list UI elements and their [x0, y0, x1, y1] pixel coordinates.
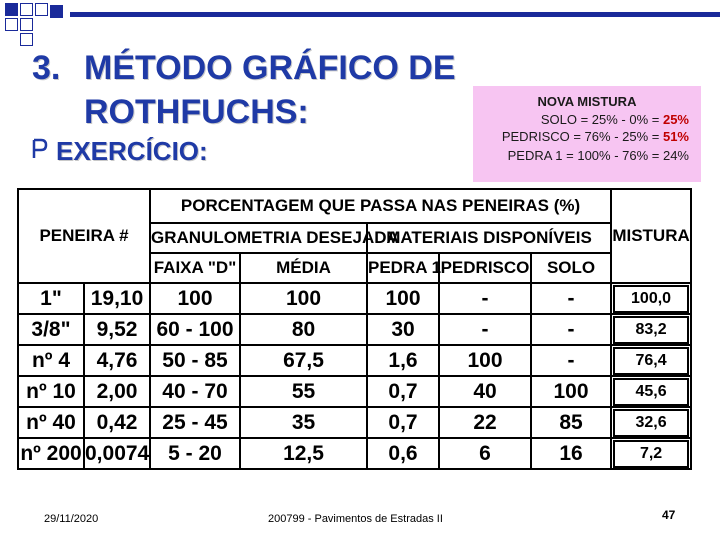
sieve-table: [17, 188, 692, 470]
cell-pedrisco: 22: [439, 407, 531, 438]
header-percentage: PORCENTAGEM QUE PASSA NAS PENEIRAS (%): [150, 189, 611, 223]
cell-mistura: [611, 314, 691, 345]
mistura-value: 32,6: [613, 409, 689, 437]
page-number: 47: [662, 508, 676, 522]
box-row-solo: SOLO = 25% - 0% = 25%: [540, 112, 689, 127]
cell-peneira: 3/8": [18, 314, 84, 345]
table-row: [18, 345, 691, 376]
table-row: [18, 376, 691, 407]
cell-pedra: 1,6: [367, 345, 439, 376]
cell-solo: -: [531, 314, 611, 345]
cell-mistura: [611, 376, 691, 407]
subtitle-text: EXERCÍCIO:: [56, 136, 208, 166]
cell-peneira: nº 40: [18, 407, 84, 438]
cell-media: 12,5: [240, 438, 367, 469]
cell-pedrisco: -: [439, 314, 531, 345]
cell-faixa: 5 - 20: [150, 438, 240, 469]
cell-solo: 100: [531, 376, 611, 407]
cell-mistura: [611, 438, 691, 469]
cell-peneira: nº 10: [18, 376, 84, 407]
slide-title: [32, 46, 492, 134]
subheader-faixa: FAIXA "D": [150, 253, 240, 283]
cell-solo: 16: [531, 438, 611, 469]
title-line-1: MÉTODO GRÁFICO DE: [84, 49, 456, 87]
cell-pedrisco: 6: [439, 438, 531, 469]
box-header: NOVA MISTURA: [537, 94, 637, 109]
cell-mm: 0,0074: [84, 438, 150, 469]
cell-mistura: [611, 283, 691, 314]
table-row: [18, 283, 691, 314]
cell-faixa: 100: [150, 283, 240, 314]
cell-pedra: 0,6: [367, 438, 439, 469]
subheader-media: MÉDIA: [240, 253, 367, 283]
cell-solo: -: [531, 283, 611, 314]
header-granulometria: GRANULOMETRIA DESEJADA: [150, 223, 367, 253]
cell-media: 80: [240, 314, 367, 345]
footer-course: 200799 - Pavimentos de Estradas II: [268, 513, 443, 525]
cell-media: 67,5: [240, 345, 367, 376]
cell-faixa: 50 - 85: [150, 345, 240, 376]
header-peneira: PENEIRA #: [18, 189, 150, 283]
table-row: [18, 438, 691, 469]
cell-mm: 19,10: [84, 283, 150, 314]
cell-media: 100: [240, 283, 367, 314]
cell-pedrisco: 100: [439, 345, 531, 376]
cell-faixa: 40 - 70: [150, 376, 240, 407]
cell-mm: 0,42: [84, 407, 150, 438]
footer-date: 29/11/2020: [44, 513, 99, 525]
cell-solo: 85: [531, 407, 611, 438]
title-number: 3.: [32, 49, 61, 87]
header-materiais: MATERIAIS DISPONÍVEIS: [367, 223, 611, 253]
new-mixture-box: [473, 86, 701, 182]
cell-peneira: nº 200: [18, 438, 84, 469]
cell-media: 55: [240, 376, 367, 407]
cell-pedra: 100: [367, 283, 439, 314]
cell-mistura: [611, 345, 691, 376]
top-rule: [70, 12, 720, 17]
cell-peneira: nº 4: [18, 345, 84, 376]
mistura-value: 83,2: [613, 316, 689, 344]
mistura-value: 7,2: [613, 440, 689, 468]
cell-media: 35: [240, 407, 367, 438]
cell-mm: 4,76: [84, 345, 150, 376]
box-row-pedra: PEDRA 1 = 100% - 76% = 24%: [507, 148, 689, 163]
cell-pedrisco: -: [439, 283, 531, 314]
cell-faixa: 60 - 100: [150, 314, 240, 345]
title-line-2: ROTHFUCHS:: [84, 93, 309, 131]
mistura-value: 45,6: [613, 378, 689, 406]
subheader-pedrisco: PEDRISCO: [439, 253, 531, 283]
cell-pedra: 0,7: [367, 376, 439, 407]
cell-mm: 2,00: [84, 376, 150, 407]
cell-pedrisco: 40: [439, 376, 531, 407]
subheader-solo: SOLO: [531, 253, 611, 283]
cell-pedra: 0,7: [367, 407, 439, 438]
cell-solo: -: [531, 345, 611, 376]
cell-peneira: 1": [18, 283, 84, 314]
table-row: [18, 314, 691, 345]
box-row-pedrisco: PEDRISCO = 76% - 25% = 51%: [501, 129, 689, 144]
cell-faixa: 25 - 45: [150, 407, 240, 438]
cell-mm: 9,52: [84, 314, 150, 345]
header-mistura: MISTURA: [611, 189, 691, 283]
cell-mistura: [611, 407, 691, 438]
table-row: [18, 407, 691, 438]
subheader-pedra: PEDRA 1: [367, 253, 439, 283]
mistura-value: 76,4: [613, 347, 689, 375]
subtitle: [30, 136, 208, 167]
mistura-value: 100,0: [613, 285, 689, 313]
pencil-bullet-icon: [30, 136, 56, 167]
cell-pedra: 30: [367, 314, 439, 345]
